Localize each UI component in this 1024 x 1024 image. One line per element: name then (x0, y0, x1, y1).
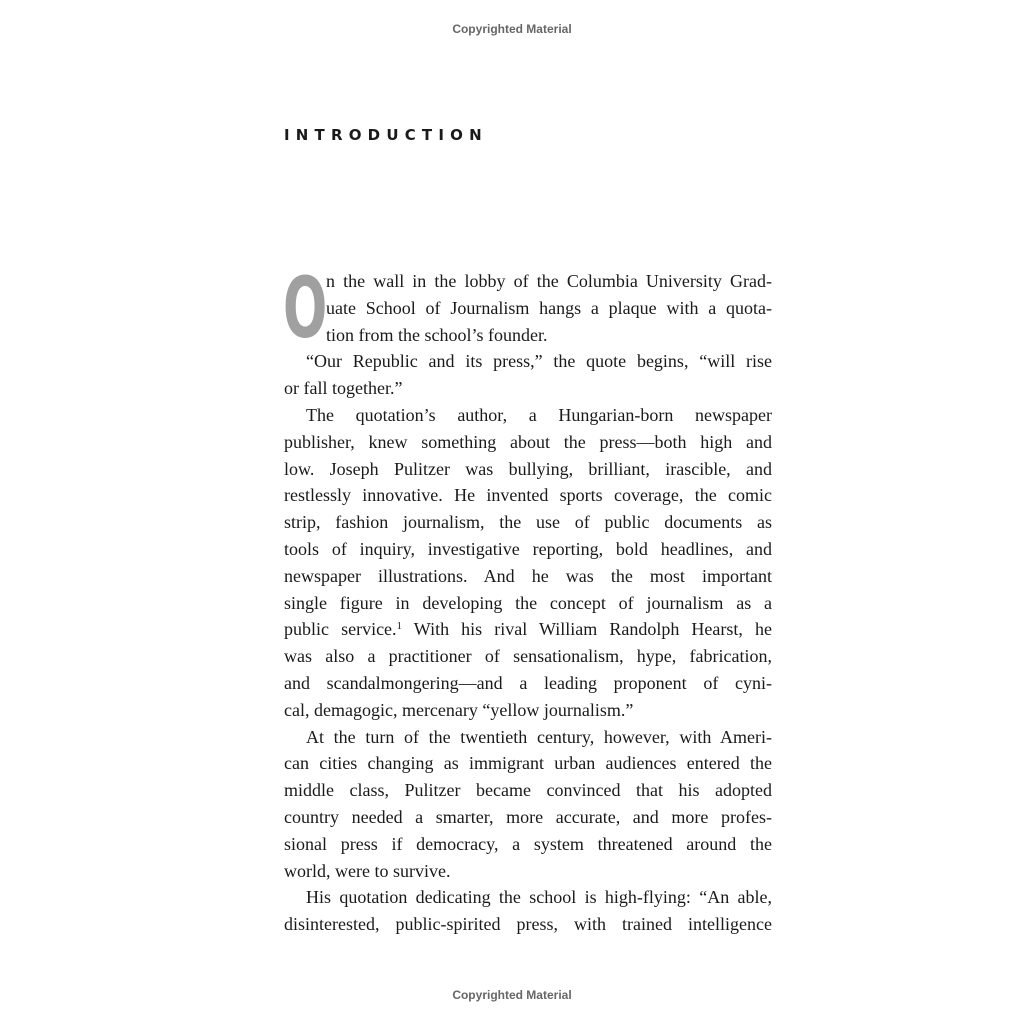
text-line: and scandalmongering—and a leading proponent of cyni- (284, 672, 772, 693)
drop-cap: O (283, 259, 328, 357)
text-line: sional press if democracy, a system threatened around the (284, 833, 772, 854)
text-fragment: With his rival William Randolph Hearst, he (402, 619, 772, 640)
text-line: The quotation’s author, a Hungarian-born newspaper (306, 404, 772, 425)
text-line: tion from the school’s founder. (326, 324, 548, 345)
text-line: single figure in developing the concept of journalism as a (284, 592, 772, 613)
text-line: tools of inquiry, investigative reporting, bold headlines, and (284, 538, 772, 559)
body-text (283, 259, 772, 938)
text-line: middle class, Pulitzer became convinced that his adopted (284, 780, 772, 801)
copyright-watermark-top: Copyrighted Material (452, 22, 572, 36)
text-line: world, were to survive. (284, 860, 451, 881)
text-line: restlessly innovative. He invented sports coverage, the comic (284, 485, 772, 506)
text-line: publisher, knew something about the press—both high and (284, 431, 772, 452)
footnote-marker[interactable]: 1 (396, 620, 403, 633)
text-line: was also a practitioner of sensationalism, hype, fabrication, (284, 646, 772, 667)
text-line: strip, fashion journalism, the use of public documents as (284, 512, 772, 533)
text-line: uate School of Journalism hangs a plaque with a quota- (326, 297, 772, 318)
text-line: or fall together.” (284, 378, 403, 399)
text-line: newspaper illustrations. And he was the most important (284, 565, 772, 586)
text-line: low. Joseph Pulitzer was bullying, brilliant, irascible, and (284, 458, 772, 479)
copyright-watermark-bottom: Copyrighted Material (452, 988, 572, 1002)
text-fragment: public service. (284, 619, 397, 640)
text-line: n the wall in the lobby of the Columbia University Grad- (326, 271, 772, 291)
text-line: can cities changing as immigrant urban audiences entered the (284, 753, 772, 774)
chapter-heading: INTRODUCTION (284, 126, 488, 144)
text-line: cal, demagogic, mercenary “yellow journalism.” (284, 699, 634, 720)
text-line: His quotation dedicating the school is high-flying: “An able, (306, 887, 772, 908)
text-line: “Our Republic and its press,” the quote begins, “will rise (306, 351, 772, 372)
text-line: At the turn of the twentieth century, however, with Ameri- (306, 726, 772, 747)
text-line (284, 616, 772, 643)
text-line: disinterested, public-spirited press, with trained intelligence (284, 914, 772, 935)
text-line: country needed a smarter, more accurate, and more profes- (284, 806, 772, 827)
